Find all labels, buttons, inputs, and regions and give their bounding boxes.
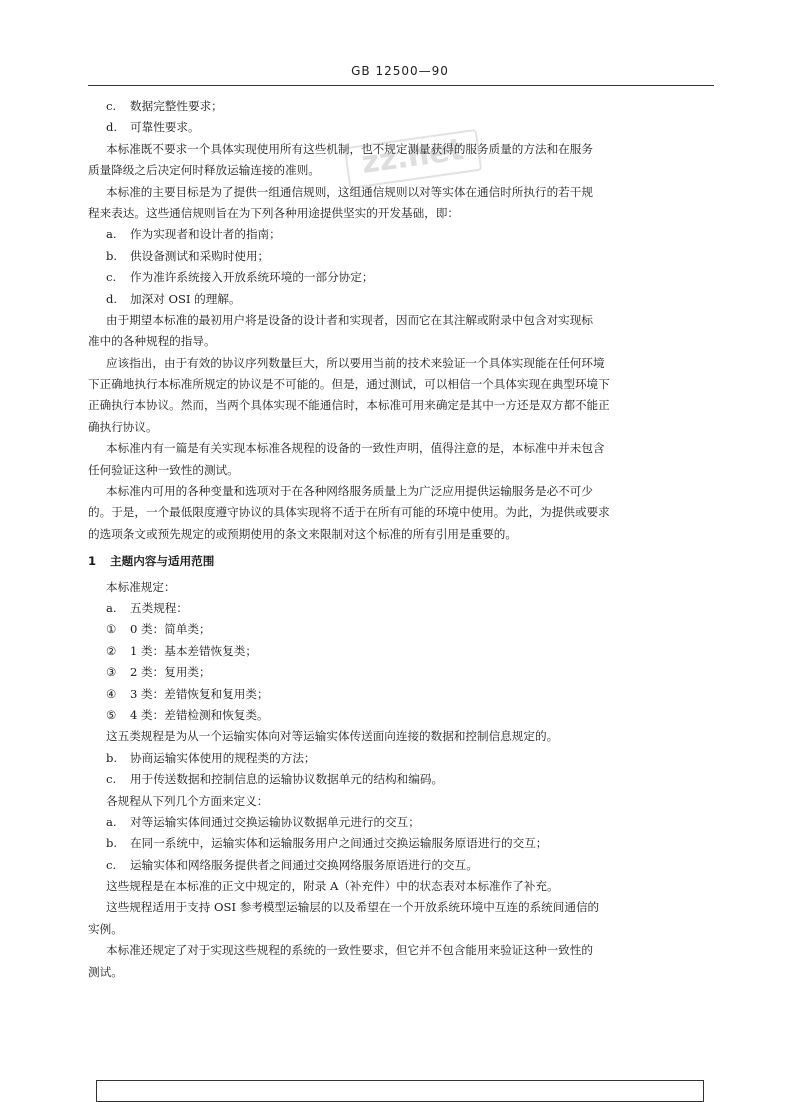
- paragraph-continuation: [88, 203, 714, 224]
- line-text: 这五类规程是为从一个运输实体向对等运输实体传送面向连接的数据和控制信息规定的。: [106, 729, 559, 744]
- paragraph-line: [88, 182, 714, 203]
- line-text: 4 类：差错检测和恢复类。: [130, 707, 269, 722]
- list-marker: ④: [106, 686, 117, 701]
- line-text: 本标准还规定了对于实现这些规程的系统的一致性要求，但它并不包含能用来验证这种一致性的: [106, 943, 593, 958]
- watermark-logo: zz.net: [344, 129, 483, 189]
- line-text: 运输实体和网络服务提供者之间通过交换网络服务原语进行的交互。: [130, 857, 478, 872]
- paragraph-line: [88, 897, 714, 918]
- paragraph-line: [88, 139, 714, 160]
- list-item: [88, 769, 714, 790]
- line-text: 主题内容与适用范围: [110, 554, 215, 569]
- line-text: 质量降级之后决定何时释放运输连接的准则。: [88, 163, 320, 178]
- paragraph-line: [88, 791, 714, 812]
- paragraph-continuation: [88, 460, 714, 481]
- list-marker: c.: [106, 857, 117, 872]
- list-marker: c.: [106, 270, 117, 285]
- list-marker: ③: [106, 665, 117, 680]
- paragraph-continuation: [88, 502, 714, 523]
- line-text: 五类规程：: [130, 600, 188, 615]
- list-item: [88, 246, 714, 267]
- list-item: [88, 662, 714, 683]
- list-item: [88, 855, 714, 876]
- list-marker: d.: [106, 120, 118, 135]
- line-text: 1 类：基本差错恢复类；: [130, 643, 257, 658]
- paragraph-line: [88, 353, 714, 374]
- list-marker: b.: [106, 750, 118, 765]
- list-marker: c.: [106, 99, 117, 113]
- line-text: 确执行协议。: [88, 419, 158, 434]
- paragraph-continuation: [88, 919, 714, 940]
- list-marker: ①: [106, 622, 117, 637]
- line-text: 测试。: [88, 964, 123, 979]
- list-marker: ⑤: [106, 707, 117, 722]
- section-heading: [88, 551, 714, 572]
- paragraph-continuation: [88, 374, 714, 395]
- list-marker: ②: [106, 643, 117, 658]
- line-text: 协商运输实体使用的规程类的方法；: [130, 750, 316, 765]
- list-marker: a.: [106, 227, 117, 242]
- paragraph-line: [88, 577, 714, 598]
- line-text: 各规程从下列几个方面来定义：: [106, 793, 269, 808]
- line-text: 作为实现者和设计者的指南；: [130, 227, 281, 242]
- line-text: 这些规程是在本标准的正文中规定的，附录 A（补充件）中的状态表对本标准作了补充。: [106, 879, 559, 894]
- paragraph-continuation: [88, 962, 714, 983]
- list-marker: c.: [106, 772, 117, 787]
- list-item: [88, 96, 714, 117]
- line-text: 本标准规定：: [106, 579, 176, 594]
- line-text: 任何验证这种一致性的测试。: [88, 462, 239, 477]
- document-body: [88, 96, 714, 983]
- line-text: 本标准内可用的各种变量和选项对于在各种网络服务质量上为广泛应用提供运输服务是必不可少: [106, 484, 593, 499]
- line-text: 这些规程适用于支持 OSI 参考模型运输层的以及希望在一个开放系统环境中互连的系统间通信的: [106, 900, 600, 915]
- line-text: 可靠性要求。: [130, 120, 200, 135]
- list-item: [88, 224, 714, 245]
- paragraph-line: [88, 481, 714, 502]
- list-marker: 1: [88, 554, 97, 569]
- paragraph-line: [88, 310, 714, 331]
- line-text: 加深对 OSI 的理解。: [130, 291, 241, 306]
- line-text: 由于期望本标准的最初用户将是设备的设计者和实现者，因而它在其注解或附录中包含对实现标: [106, 312, 593, 327]
- list-item: [88, 833, 714, 854]
- list-item: [88, 267, 714, 288]
- line-text: 作为准许系统接入开放系统环境的一部分协定；: [130, 270, 374, 285]
- list-marker: b.: [106, 248, 118, 263]
- paragraph-continuation: [88, 524, 714, 545]
- list-item: [88, 684, 714, 705]
- paragraph-line: [88, 940, 714, 961]
- line-text: 准中的各种规程的指导。: [88, 334, 216, 349]
- list-item: [88, 619, 714, 640]
- line-text: 本标准既不要求一个具体实现使用所有这些机制，也不规定测量获得的服务质量的方法和在服务: [106, 141, 593, 156]
- line-text: 实例。: [88, 921, 123, 936]
- line-text: 在同一系统中，运输实体和运输服务用户之间通过交换运输服务原语进行的交互；: [130, 836, 548, 851]
- paragraph-line: [88, 726, 714, 747]
- paragraph-continuation: [88, 160, 714, 181]
- list-item: [88, 598, 714, 619]
- list-item: [88, 289, 714, 310]
- list-marker: a.: [106, 600, 117, 615]
- list-marker: a.: [106, 814, 117, 829]
- line-text: 程来表达。这些通信规则旨在为下列各种用途提供坚实的开发基础，即：: [88, 205, 460, 220]
- line-text: 本标准的主要目标是为了提供一组通信规则，这组通信规则以对等实体在通信时所执行的若干规: [106, 184, 593, 199]
- line-text: 的选项条文或预先规定的或预期使用的条文来限制对这个标准的所有引用是重要的。: [88, 526, 517, 541]
- line-text: 0 类：简单类；: [130, 622, 211, 637]
- line-text: 对等运输实体间通过交换运输协议数据单元进行的交互；: [130, 814, 420, 829]
- line-text: 用于传送数据和控制信息的运输协议数据单元的结构和编码。: [130, 772, 444, 787]
- list-item: [88, 641, 714, 662]
- list-marker: d.: [106, 291, 118, 306]
- line-text: 本标准内有一篇是有关实现本标准各规程的设备的一致性声明，值得注意的是，本标准中并未包含: [106, 441, 605, 456]
- line-text: 供设备测试和采购时使用；: [130, 248, 270, 263]
- list-item: [88, 812, 714, 833]
- list-item: [88, 705, 714, 726]
- paragraph-continuation: [88, 417, 714, 438]
- line-text: 3 类：差错恢复和复用类；: [130, 686, 269, 701]
- line-text: 应该指出，由于有效的协议序列数量巨大，所以要用当前的技术来验证一个具体实现能在任何环境: [106, 355, 605, 370]
- line-text: 数据完整性要求；: [130, 99, 223, 113]
- page-header: GB 12500—90: [351, 64, 449, 78]
- line-text: 正确执行本协议。然而，当两个具体实现不能通信时，本标准可用来确定是其中一方还是双方都不能正: [88, 398, 610, 413]
- paragraph-line: [88, 438, 714, 459]
- header-rule: [88, 85, 714, 86]
- paragraph-continuation: [88, 331, 714, 352]
- paragraph-continuation: [88, 395, 714, 416]
- footer-box: [96, 1080, 704, 1102]
- line-text: 下正确地执行本标准所规定的协议是不可能的。但是，通过测试，可以相信一个具体实现在典型环境下: [88, 377, 610, 392]
- list-item: [88, 748, 714, 769]
- line-text: 2 类：复用类；: [130, 665, 211, 680]
- paragraph-line: [88, 876, 714, 897]
- line-text: 的。于是，一个最低限度遵守协议的具体实现将不适于在所有可能的环境中使用。为此，为提供或要求: [88, 505, 610, 520]
- list-item: [88, 117, 714, 138]
- list-marker: b.: [106, 836, 118, 851]
